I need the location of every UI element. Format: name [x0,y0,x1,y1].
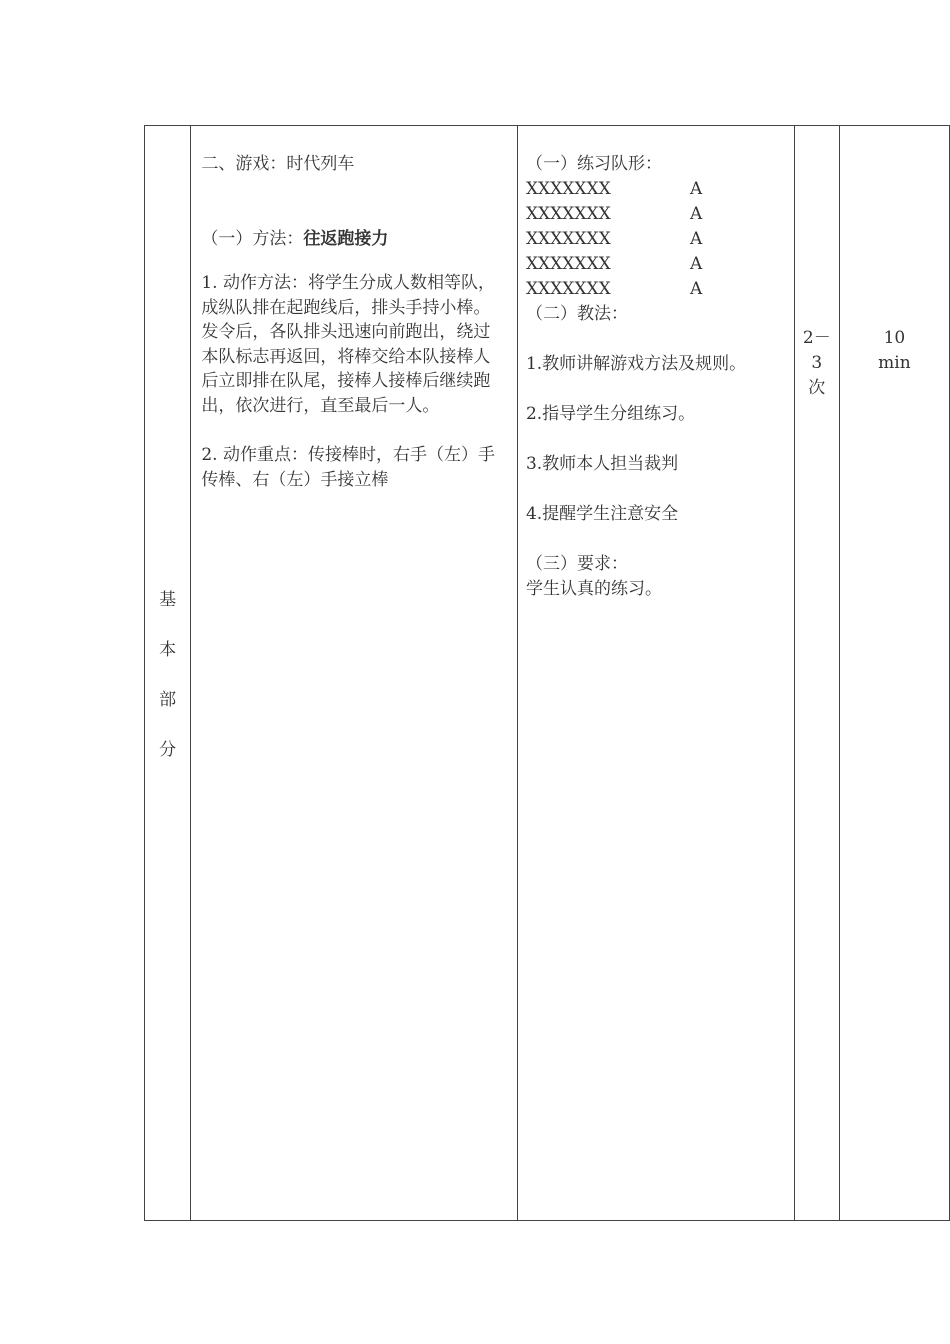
teaching-item: 2.指导学生分组练习。 [525,404,696,424]
formation-row [526,177,788,202]
formation-students: XXXXXXX [525,254,611,274]
section-cell [145,126,191,1221]
duration-value: 10 [883,328,906,348]
section-char: 分 [159,740,177,760]
section-label [145,588,190,788]
table-row [145,126,950,1221]
formation-marker: A [689,254,703,274]
formation-marker: A [689,204,703,224]
formation-title: （一）练习队形： [525,154,662,174]
teaching-item: 1.教师讲解游戏方法及规则。 [525,354,747,374]
formation-marker: A [689,279,703,299]
action-key-text: 2. 动作重点：传接棒时，右手（左）手传棒、右（左）手接立棒 [201,445,495,490]
game-title: 二、游戏：时代列车 [201,154,355,174]
formation-row [526,202,788,227]
section-char: 本 [159,640,177,660]
formation-students: XXXXXXX [525,204,611,224]
duration-cell [839,126,949,1221]
method-prefix: （一）方法： [201,228,304,249]
times-line: 2－ [802,328,831,348]
action-method-text: 1. 动作方法：将学生分成人数相等队，成纵队排在起跑线后，排头手持小棒。发令后，各队排头迅速向前跑出，绕过本队标志再返回，将棒交给本队接棒人后立即排在队尾，接棒人接棒后继续跑出，依次进行，直至最后一人。 [201,273,495,416]
formation-marker: A [689,179,703,199]
times-cell [794,126,839,1221]
content-cell [191,126,518,1221]
teaching-item: 3.教师本人担当裁判 [525,454,679,474]
formation-marker: A [689,229,703,249]
requirement-text: 学生认真的练习。 [525,579,662,599]
formation-row [526,252,788,277]
teaching-item: 4.提醒学生注意安全 [525,504,679,524]
method-heading [201,227,507,252]
organization-cell [517,126,794,1221]
section-char: 基 [159,590,177,610]
requirement-title: （三）要求： [525,554,628,574]
formation-students: XXXXXXX [525,229,611,249]
formation-students: XXXXXXX [525,179,611,199]
formation-row [526,277,788,302]
lesson-plan-table [144,125,950,1221]
formation-students: XXXXXXX [525,279,611,299]
times-line: 3 [811,353,823,373]
section-char: 部 [159,690,177,710]
teaching-title: （二）教法： [525,304,628,324]
method-name: 往返跑接力 [303,228,389,249]
times-unit: 次 [808,378,826,398]
duration-unit: min [878,353,911,373]
formation-row [526,227,788,252]
